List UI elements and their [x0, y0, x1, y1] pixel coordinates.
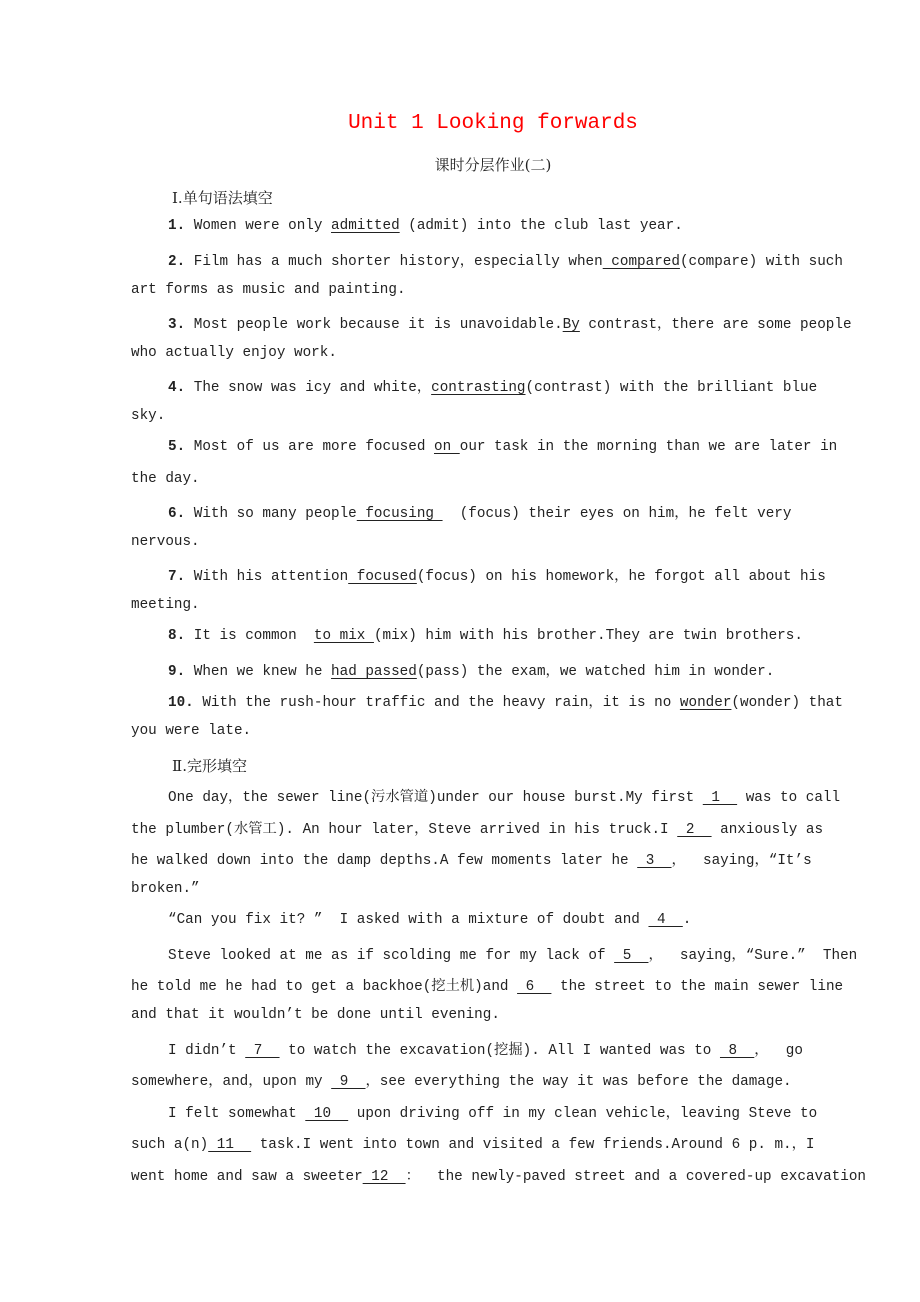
- answer-text: to mix: [313, 628, 374, 644]
- page-subtitle: 课时分层作业(二): [434, 156, 552, 174]
- passage-text: ，see everything the way it was before the damage.: [365, 1074, 792, 1090]
- answer-text: contrasting: [431, 380, 526, 396]
- question-text: contrast，there are some people: [579, 317, 852, 333]
- question-text: It is common: [185, 628, 314, 644]
- passage-line: [168, 1039, 803, 1059]
- passage-text: he walked down into the damp depths.A few moments later he: [131, 853, 638, 869]
- passage-text: and that it wouldn’t be done until evening.: [131, 1007, 500, 1023]
- question-number: 6.: [168, 506, 186, 522]
- passage-line: [131, 1165, 866, 1185]
- answer-text: compared: [602, 254, 680, 270]
- passage-line: [131, 849, 812, 869]
- question-number: 8.: [168, 628, 186, 644]
- passage-text: anxiously as: [711, 822, 824, 838]
- blank-11: 11: [208, 1137, 252, 1153]
- question-number: 7.: [168, 569, 186, 585]
- question-continuation: you were late.: [131, 723, 252, 739]
- question-line: [168, 660, 774, 680]
- question-continuation: art forms as music and painting.: [131, 282, 406, 298]
- answer-text: had passed: [331, 664, 417, 680]
- blank-12: 12: [362, 1169, 406, 1185]
- question-text: The snow was icy and white，: [185, 380, 432, 396]
- passage-line: [131, 1007, 500, 1023]
- passage-line: [168, 1102, 817, 1122]
- question-text: Most people work because it is unavoidable.: [185, 317, 563, 333]
- section-1-heading: Ⅰ.单句语法填空: [172, 189, 273, 207]
- passage-line: [168, 912, 691, 928]
- answer-text: admitted: [331, 218, 400, 234]
- passage-line: [131, 818, 823, 838]
- passage-text: “Can you fix it? ” I asked with a mixture of doubt and: [168, 912, 649, 928]
- blank-10: 10: [305, 1106, 349, 1122]
- passage-text: I felt somewhat: [168, 1106, 306, 1122]
- question-text: our task in the morning than we are later in: [459, 439, 838, 455]
- question-number: 10.: [168, 695, 194, 711]
- passage-line: [131, 975, 843, 995]
- question-text: (wonder) that: [731, 695, 843, 711]
- question-number: 9.: [168, 664, 186, 680]
- passage-text: somewhere，and，upon my: [131, 1074, 332, 1090]
- question-text: (focus) on his homework，he forgot all about his: [416, 569, 826, 585]
- question-continuation: who actually enjoy work.: [131, 345, 337, 361]
- passage-text: Steve looked at me as if scolding me for my lack of: [168, 948, 615, 964]
- passage-line: [131, 1070, 792, 1090]
- question-text: (focus) their eyes on him，he felt very: [442, 506, 792, 522]
- blank-7: 7: [245, 1043, 280, 1059]
- passage-text: ： the newly-paved street and a covered-up excavation: [405, 1169, 866, 1185]
- passage-text: the street to the main sewer line: [551, 979, 844, 995]
- question-text: Film has a much shorter history，especially when: [185, 254, 603, 270]
- passage-text: I didn’t: [168, 1043, 246, 1059]
- blank-3: 3: [637, 853, 672, 869]
- question-number: 5.: [168, 439, 186, 455]
- answer-text: focusing: [356, 506, 443, 522]
- question-number: 2.: [168, 254, 186, 270]
- question-text: (admit) into the club last year.: [399, 218, 683, 234]
- passage-text: went home and saw a sweeter: [131, 1169, 363, 1185]
- passage-text: upon driving off in my clean vehicle，leaving Steve to: [348, 1106, 818, 1122]
- question-text: When we knew he: [185, 664, 332, 680]
- question-text: (contrast) with the brilliant blue: [525, 380, 818, 396]
- passage-text: .: [682, 912, 692, 928]
- passage-line: [168, 786, 840, 806]
- question-line: [168, 376, 817, 396]
- question-continuation: sky.: [131, 408, 166, 424]
- question-text: With so many people: [185, 506, 357, 522]
- passage-text: ， saying，“Sure.” Then: [648, 948, 858, 964]
- passage-line: [131, 1133, 815, 1153]
- answer-text: By: [562, 317, 580, 333]
- question-text: Women were only: [185, 218, 332, 234]
- passage-text: to watch the excavation(挖掘). All I wanted was to: [279, 1043, 720, 1059]
- question-continuation: the day.: [131, 471, 200, 487]
- blank-5: 5: [614, 948, 649, 964]
- question-line: [168, 691, 843, 711]
- question-text: Most of us are more focused: [185, 439, 434, 455]
- passage-text: was to call: [737, 790, 841, 806]
- blank-4: 4: [648, 912, 683, 928]
- question-continuation: meeting.: [131, 597, 200, 613]
- section-2-heading: Ⅱ.完形填空: [172, 757, 247, 775]
- answer-text: wonder: [679, 695, 732, 711]
- passage-text: he told me he had to get a backhoe(挖土机)and: [131, 979, 518, 995]
- blank-1: 1: [702, 790, 738, 806]
- question-number: 4.: [168, 380, 186, 396]
- question-text: (pass) the exam，we watched him in wonder.: [416, 664, 775, 680]
- question-text: With the rush-hour traffic and the heavy rain，it is no: [193, 695, 680, 711]
- question-number: 3.: [168, 317, 186, 333]
- question-text: (mix) him with his brother.They are twin brothers.: [373, 628, 803, 644]
- answer-text: on: [433, 439, 460, 455]
- answer-text: focused: [348, 569, 417, 585]
- question-line: [168, 439, 837, 455]
- passage-text: ， saying，“It’s: [671, 853, 812, 869]
- passage-line: [168, 944, 857, 964]
- blank-8: 8: [719, 1043, 755, 1059]
- passage-text: One day，the sewer line(污水管道)under our house burst.My first: [168, 790, 703, 806]
- question-continuation: nervous.: [131, 534, 200, 550]
- passage-text: the plumber(水管工). An hour later，Steve arrived in his truck.I: [131, 822, 678, 838]
- question-number: 1.: [168, 218, 186, 234]
- question-line: [168, 250, 843, 270]
- passage-text: task.I went into town and visited a few friends.Around 6 p. m.，I: [251, 1137, 815, 1153]
- question-line: [168, 313, 852, 333]
- passage-text: ， go: [754, 1043, 803, 1059]
- question-line: [168, 628, 803, 644]
- question-line: [168, 502, 791, 522]
- passage-text: such a(n): [131, 1137, 209, 1153]
- question-line: [168, 565, 826, 585]
- blank-2: 2: [677, 822, 712, 838]
- question-line: [168, 218, 683, 234]
- blank-9: 9: [331, 1074, 366, 1090]
- passage-line: [131, 881, 200, 897]
- question-text: (compare) with such: [679, 254, 843, 270]
- question-text: With his attention: [185, 569, 349, 585]
- page-title: Unit 1 Looking forwards: [348, 112, 638, 135]
- passage-text: broken.”: [131, 881, 200, 897]
- blank-6: 6: [517, 979, 552, 995]
